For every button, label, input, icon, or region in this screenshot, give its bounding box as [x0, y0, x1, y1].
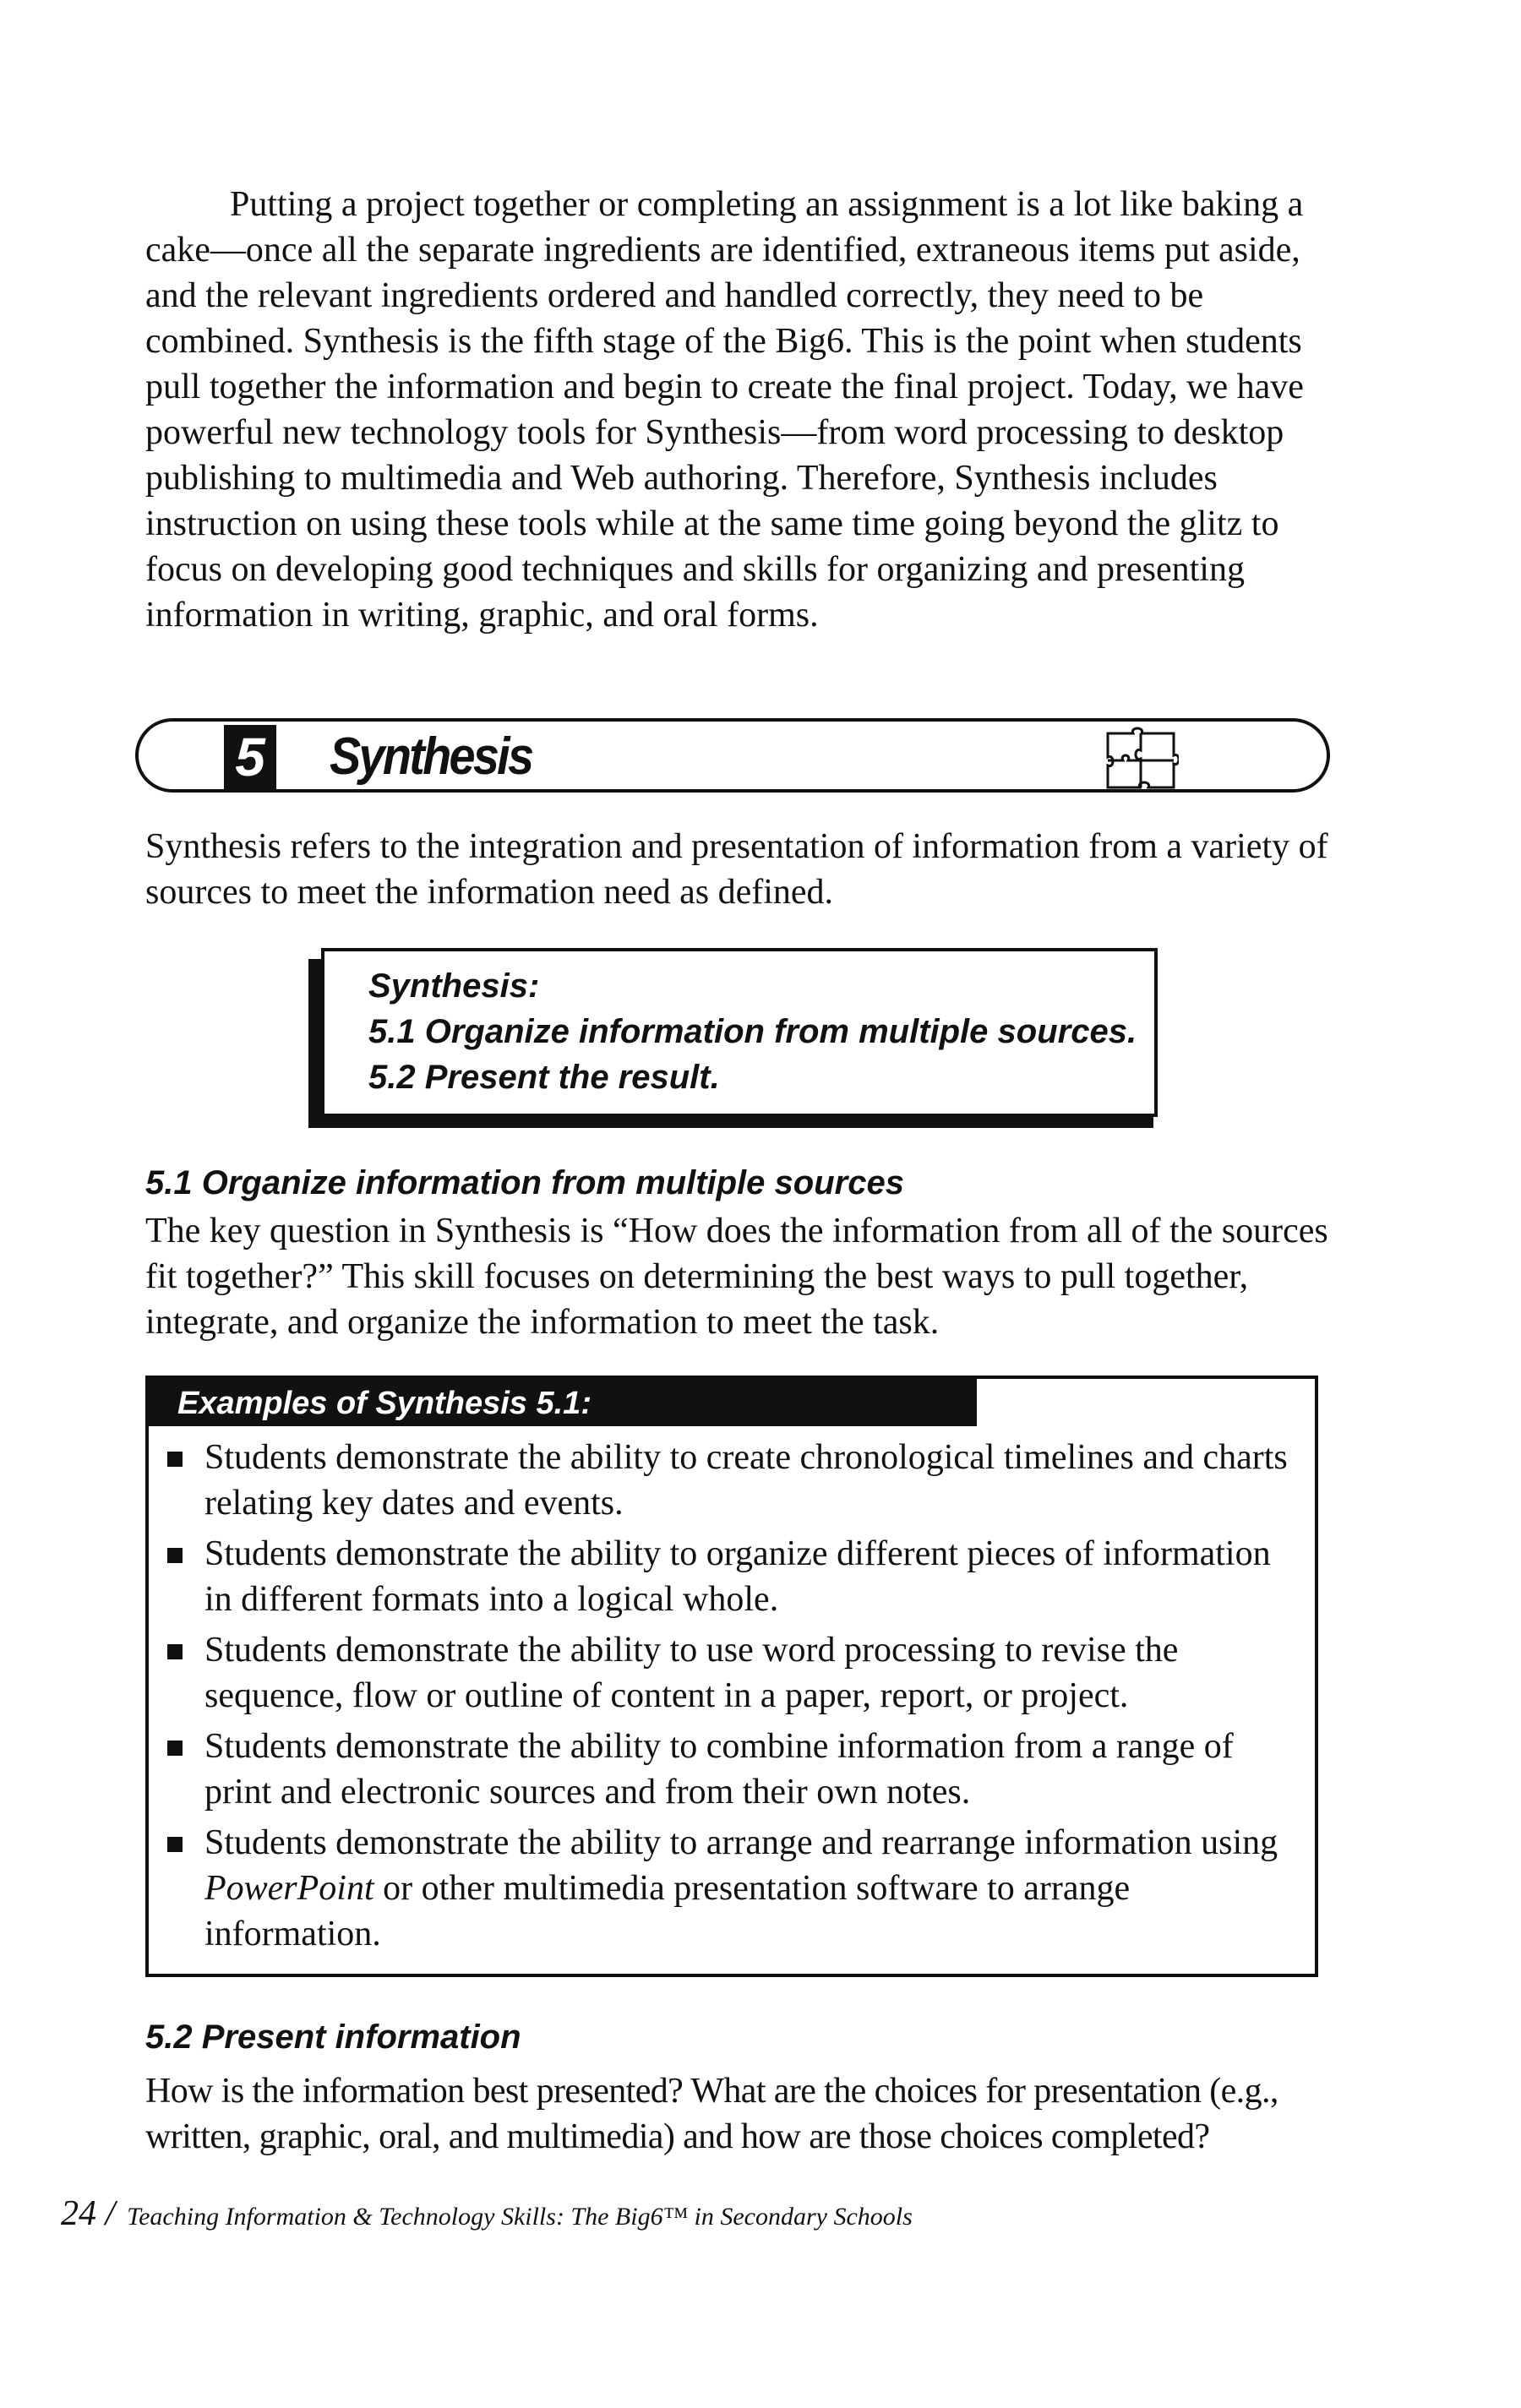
definition-paragraph: Synthesis refers to the integration and presentation of information from a variety of sources to meet the information need as defined.: [145, 827, 1328, 912]
objective-item: 5.2 Present the result.: [368, 1059, 720, 1096]
bullet-square-icon: [167, 1741, 183, 1756]
list-item: [167, 1531, 1300, 1622]
section-5-2-body: How is the information best presented? What are the choices for presentation (e.g., written, graphic, oral, and multimedia) and how are those choices completed?: [145, 2072, 1278, 2156]
page-footer: [61, 2193, 913, 2234]
list-item-text: Students demonstrate the ability to create chronological timelines and charts relating key dates and events.: [204, 1438, 1288, 1523]
bullet-square-icon: [167, 1837, 183, 1852]
bullet-square-icon: [167, 1452, 183, 1467]
list-item-text-after: or other multimedia presentation software to arrange information.: [204, 1869, 1131, 1953]
list-item: [167, 1627, 1300, 1719]
section-heading-5-2: 5.2 Present information: [145, 2018, 521, 2056]
examples-box: [145, 1376, 1318, 1977]
objective-item: 5.1 Organize information from multiple sources.: [368, 1013, 1137, 1050]
examples-list: [167, 1435, 1300, 1962]
objectives-box: [321, 948, 1158, 1117]
intro-paragraph: Putting a project together or completing an assignment is a lot like baking a cake—once all the separate ingredients are identified, extraneous items put aside, and the relevant ingredients ordered and handled correctly, they need to be combined. Synthesis is the fifth stage of the Big6. This is the point when students pull together the information and begin to create the final project. Today, we have powerful new technology tools for Synthesis—from word processing to desktop publishing to multimedia and Web authoring. Therefore, Synthesis includes instruction on using these tools while at the same time going beyond the glitz to focus on developing good techniques and skills for organizing and presenting information in writing, graphic, and oral forms.: [145, 185, 1304, 635]
section-5-1-body: The key question in Synthesis is “How does the information from all of the sources fit together?” This skill focuses on determining the best ways to pull together, integrate, and organize the information to meet the task.: [145, 1212, 1328, 1342]
list-item: [167, 1820, 1300, 1957]
software-name: PowerPoint: [204, 1869, 374, 1908]
list-item: [167, 1435, 1300, 1526]
bullet-square-icon: [167, 1644, 183, 1659]
list-item-text: Students demonstrate the ability to use word processing to revise the sequence, flow or outline of content in a paper, report, or project.: [204, 1631, 1179, 1715]
examples-heading: Examples of Synthesis 5.1:: [149, 1379, 977, 1426]
section-heading-5-1: 5.1 Organize information from multiple sources: [145, 1164, 904, 1201]
page-number: 24 /: [61, 2194, 116, 2233]
puzzle-piece-icon: [1103, 725, 1179, 793]
list-item-text: Students demonstrate the ability to combine information from a range of print and electronic sources and from their own notes.: [204, 1727, 1234, 1811]
list-item-text-before: Students demonstrate the ability to arrange and rearrange information using: [204, 1823, 1278, 1862]
stage-number: 5: [224, 725, 276, 789]
stage-title: Synthesis: [330, 727, 532, 786]
list-item-text: Students demonstrate the ability to organize different pieces of information in different formats into a logical whole.: [204, 1534, 1271, 1619]
bullet-square-icon: [167, 1548, 183, 1563]
book-title: Teaching Information & Technology Skills: The Big6™ in Secondary Schools: [127, 2203, 913, 2231]
list-item: [167, 1724, 1300, 1815]
objectives-heading: Synthesis:: [368, 967, 540, 1005]
